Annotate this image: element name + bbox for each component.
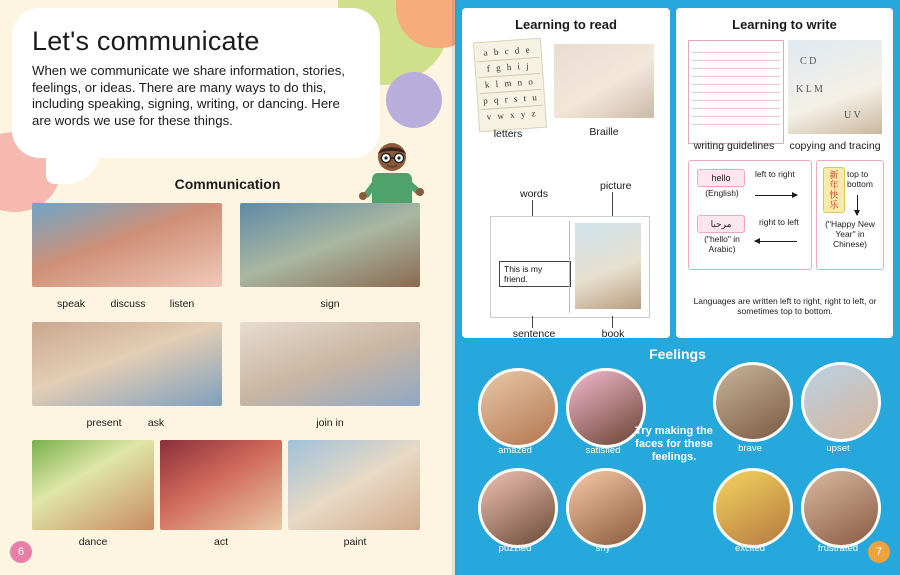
learning-to-read-panel xyxy=(462,8,670,338)
rule-line xyxy=(692,85,780,93)
feeling-upset xyxy=(801,362,881,442)
alphabet-row: v w x y z xyxy=(486,108,538,122)
arrow-left-to-right-icon xyxy=(755,195,797,196)
writing-guidelines-card xyxy=(688,40,784,144)
photo-braille xyxy=(554,44,654,118)
speech-bubble xyxy=(12,8,380,158)
feeling-excited xyxy=(713,468,793,548)
alphabet-card xyxy=(473,38,547,133)
direction-top-to-bottom: top to bottom xyxy=(847,169,873,189)
rule-line xyxy=(692,61,780,69)
trace-letter-row: C D xyxy=(800,56,817,67)
communication-section-title: Communication xyxy=(174,176,281,192)
caption-listen: listen xyxy=(169,298,195,310)
caption-amazed: amazed xyxy=(498,445,532,456)
caption-discuss: discuss xyxy=(110,298,146,310)
feelings-prompt: Try making the faces for these feelings. xyxy=(635,425,713,463)
direction-right-to-left: right to left xyxy=(759,217,799,227)
caption-sign: sign xyxy=(320,298,340,310)
alphabet-row: f g h i j xyxy=(477,58,540,78)
photo-copying-tracing xyxy=(788,40,882,134)
caption-satisfied: satisfied xyxy=(585,445,621,456)
leader-line xyxy=(612,316,613,328)
languages-lr-rl-box xyxy=(688,160,812,270)
decorative-purple-circle xyxy=(386,72,442,128)
caption-shy: shy xyxy=(595,543,611,554)
book-picture-side xyxy=(575,223,641,309)
book-illustration xyxy=(490,216,650,318)
caption-writing-guidelines: writing guidelines xyxy=(693,140,775,152)
page-gutter xyxy=(452,0,458,575)
photo-speak-discuss-listen xyxy=(32,203,222,287)
label-sentence: sentence xyxy=(512,328,556,340)
caption-puzzled: puzzled xyxy=(498,543,532,554)
caption-present: present xyxy=(86,417,122,429)
feeling-brave xyxy=(713,362,793,442)
page-title: Let's communicate xyxy=(32,26,260,56)
feeling-frustrated xyxy=(801,468,881,548)
trace-letter-row: U V xyxy=(844,110,861,121)
caption-join-in: join in xyxy=(316,417,344,429)
caption-excited: excited xyxy=(734,543,766,554)
photo-dance xyxy=(32,440,154,530)
leader-line xyxy=(532,316,533,328)
caption-ask: ask xyxy=(147,417,165,429)
feelings-title: Feelings xyxy=(649,346,706,362)
label-chinese: ("Happy New Year" in Chinese) xyxy=(825,219,875,249)
rule-line xyxy=(692,53,780,61)
caption-act: act xyxy=(213,536,228,548)
caption-letters: letters xyxy=(493,128,523,140)
word-hello-english: hello xyxy=(697,169,745,187)
label-arabic: ("hello" in Arabic) xyxy=(704,234,740,254)
caption-paint: paint xyxy=(343,536,367,548)
rule-line xyxy=(692,101,780,109)
photo-sign xyxy=(240,203,420,287)
caption-speak: speak xyxy=(56,298,86,310)
label-book: book xyxy=(601,328,625,340)
caption-dance: dance xyxy=(78,536,108,548)
photo-present-ask xyxy=(32,322,222,406)
rule-line xyxy=(692,93,780,101)
book-spine xyxy=(569,221,570,313)
caption-upset: upset xyxy=(826,443,850,454)
feeling-shy xyxy=(566,468,646,548)
sentence-text: This is my friend. xyxy=(499,261,571,287)
leader-line xyxy=(612,192,613,218)
photo-join-in xyxy=(240,322,420,406)
photo-paint xyxy=(288,440,420,530)
arrow-right-to-left-icon xyxy=(755,241,797,242)
caption-brave: brave xyxy=(738,443,762,454)
alphabet-row: a b c d e xyxy=(476,42,539,62)
word-happy-new-year-chinese: 新年快乐 xyxy=(823,167,845,213)
rule-line xyxy=(692,117,780,125)
trace-letter-row: K L M xyxy=(796,84,823,95)
languages-note: Languages are written left to right, right to left, or sometimes top to bottom. xyxy=(693,296,877,316)
languages-top-to-bottom-box xyxy=(816,160,884,270)
caption-frustrated: frustrated xyxy=(817,543,859,554)
rule-line xyxy=(692,45,780,53)
rule-line xyxy=(692,77,780,85)
word-hello-arabic: مرحبا xyxy=(697,215,745,233)
label-picture: picture xyxy=(600,180,632,192)
label-english: (English) xyxy=(705,188,739,198)
learning-to-write-panel xyxy=(676,8,893,338)
label-words: words xyxy=(520,188,549,200)
page-number-left: 6 xyxy=(10,541,32,563)
learning-to-read-title: Learning to read xyxy=(515,17,617,32)
caption-copying-tracing: copying and tracing xyxy=(789,140,881,152)
alphabet-row: p q r s t u xyxy=(480,90,543,110)
photo-act xyxy=(160,440,282,530)
intro-paragraph: When we communicate we share information, stories, feelings, or ideas. There are many ways to do this, including speaking, signing, writing, or dancing. Here are words we use for these things. xyxy=(32,63,345,128)
feeling-amazed xyxy=(478,368,558,448)
learning-to-write-title: Learning to write xyxy=(732,17,837,32)
caption-braille: Braille xyxy=(589,126,619,138)
page-number-right: 7 xyxy=(868,541,890,563)
feeling-puzzled xyxy=(478,468,558,548)
rule-line xyxy=(692,109,780,117)
alphabet-row: k l m n o xyxy=(478,74,541,94)
direction-left-to-right: left to right xyxy=(755,169,795,179)
arrow-top-to-bottom-icon xyxy=(857,195,858,215)
rule-line xyxy=(692,69,780,77)
